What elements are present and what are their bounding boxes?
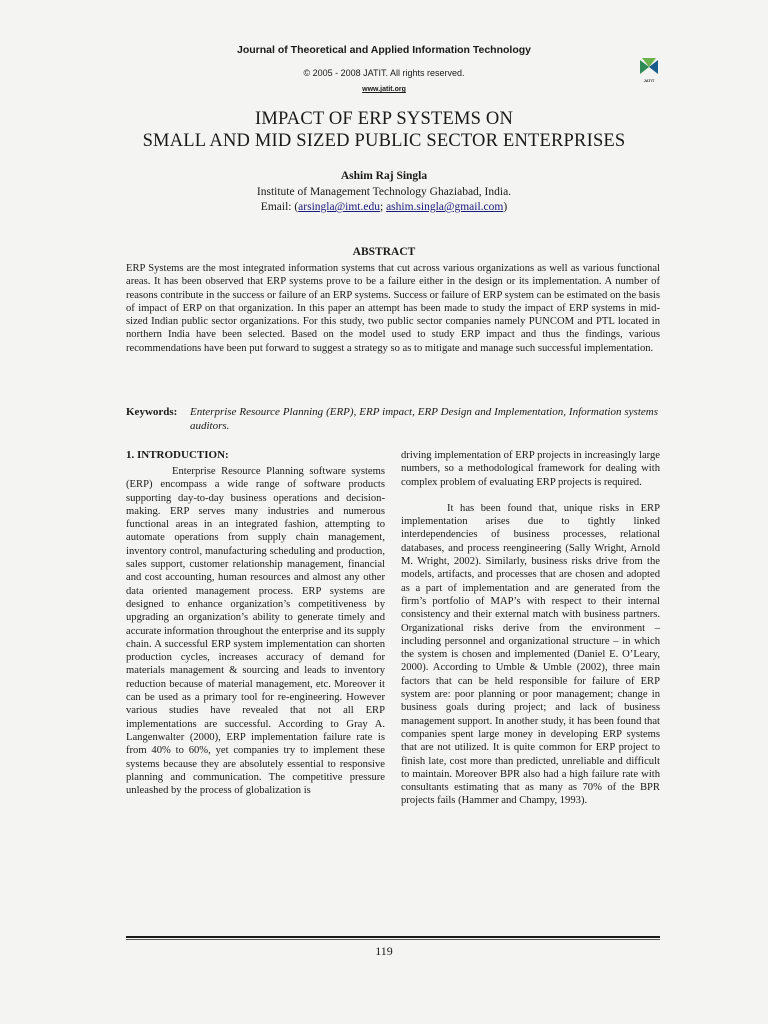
author-email-line xyxy=(0,201,768,213)
intro-paragraph-1: Enterprise Resource Planning software systems (ERP) encompass a wide range of software products supporting day-to-day business operations and decision-making. ERP serves many industries and numerous functional areas in an integrated fashion, attempting to automate operations from supply chain management, inventory control, manufacturing scheduling and production, sales support, customer relationship management, financial and cost accounting, human resources and almost any other data oriented management process. ERP systems are designed to enhance organization’s competitiveness by upgrading an organization’s ability to generate timely and accurate information throughout the enterprise and its supply chain. A successful ERP system implementation can shorten production cycles, increases accuracy of demand for materials management & sourcing and leads to inventory reduction because of material management, etc. Moreover it can be used as a primary tool for re-engineering. However various studies have revealed that not all ERP implementations are successful. According to Gray A. Langenwalter (2000), ERP implementation failure rate is from 40% to 60%, yet companies try to implement these systems because they are absolutely essential to responsive planning and communication. The competitive pressure unleashed by the process of globalization is xyxy=(126,466,385,797)
copyright-notice: © 2005 - 2008 JATIT. All rights reserved. xyxy=(303,68,465,78)
abstract-heading: ABSTRACT xyxy=(352,246,416,258)
email-suffix: ) xyxy=(503,201,508,213)
intro-paragraph-2: It has been found that, unique risks in ERP implementation arises due to tightly linked interdependencies of business processes, relational databases, and process reengineering (Sally Wright, Arnold M. Wright, 2002). Similarly, business risks drive from the models, artifacts, and processes that are chosen and adopted as a part of implementation and are generated from the firm’s portfolio of MAP’s with respect to their internal consistency and their external match with business partners. Organizational risks derive from the environment – including personnel and organizational structure – in which the system is chosen and implemented (Daniel E. O’Leary, 2000). According to Umble & Umble (2002), three main factors that can be held responsible for failure of ERP system are: poor planning or poor management; change in business goals during project; and lack of business management support. In another study, it has been found that companies spent large money in developing ERP systems that are not utilized. It is quite common for ERP project to finish late, cost more than predicted, unreliable and difficult to maintain. Moreover BPR also had a high failure rate with consultants estimating that as many as 70% of the BPR projects fails (Hammer and Champy, 1993). xyxy=(401,502,660,807)
left-column xyxy=(126,465,385,797)
introduction-heading: 1. INTRODUCTION: xyxy=(126,449,229,461)
author-affiliation: Institute of Management Technology Ghaziabad, India. xyxy=(256,186,512,198)
paper-title xyxy=(0,108,768,152)
email-link-1[interactable]: arsingla@imt.edu xyxy=(298,201,380,213)
keywords-text: Enterprise Resource Planning (ERP), ERP impact, ERP Design and Implementation, Information systems auditors. xyxy=(190,406,658,432)
footer-rule xyxy=(126,936,660,938)
logo-label: JATIT xyxy=(643,78,655,83)
email-prefix: Email: ( xyxy=(260,201,299,213)
right-column xyxy=(401,449,660,808)
journal-website-link[interactable]: www.jatit.org xyxy=(362,86,406,93)
email-link-2[interactable]: ashim.singla@gmail.com xyxy=(386,201,504,213)
page-number: 119 xyxy=(375,944,393,958)
email-separator: ; xyxy=(379,201,387,213)
jatit-logo-icon xyxy=(638,56,660,78)
author-name: Ashim Raj Singla xyxy=(340,170,428,182)
title-line-1: IMPACT OF ERP SYSTEMS ON xyxy=(254,109,514,129)
footer-rule-thin xyxy=(126,939,660,940)
paragraph-gap xyxy=(401,489,660,502)
title-line-2: SMALL AND MID SIZED PUBLIC SECTOR ENTERPRISES xyxy=(142,131,626,151)
keywords-section xyxy=(126,405,660,433)
abstract-text: ERP Systems are the most integrated information systems that cut across various organizations as well as various functional areas. It has been observed that ERP systems prove to be a failure either in the design or its implementation. A number of reasons contribute in the success or failure of an ERP systems. Success or failure of ERP system can be estimated on the basis of impact of ERP on that organization. In this paper an attempt has been made to study the impact of ERP systems in mid-sized Indian public sector organizations. For this study, two public sector companies namely PUNCOM and PTL located in northern India have been selected. Based on the model used to study ERP impact and thus the findings, various recommendations have been put forward to suggest a strategy so as to mitigate and manage such successful implementation. xyxy=(126,263,660,354)
keywords-label: Keywords: xyxy=(126,406,178,418)
intro-paragraph-continued: driving implementation of ERP projects in increasingly large numbers, so a methodological framework for dealing with complex problem of evaluating ERP projects is required. xyxy=(401,450,660,488)
journal-name: Journal of Theoretical and Applied Information Technology xyxy=(236,44,531,56)
